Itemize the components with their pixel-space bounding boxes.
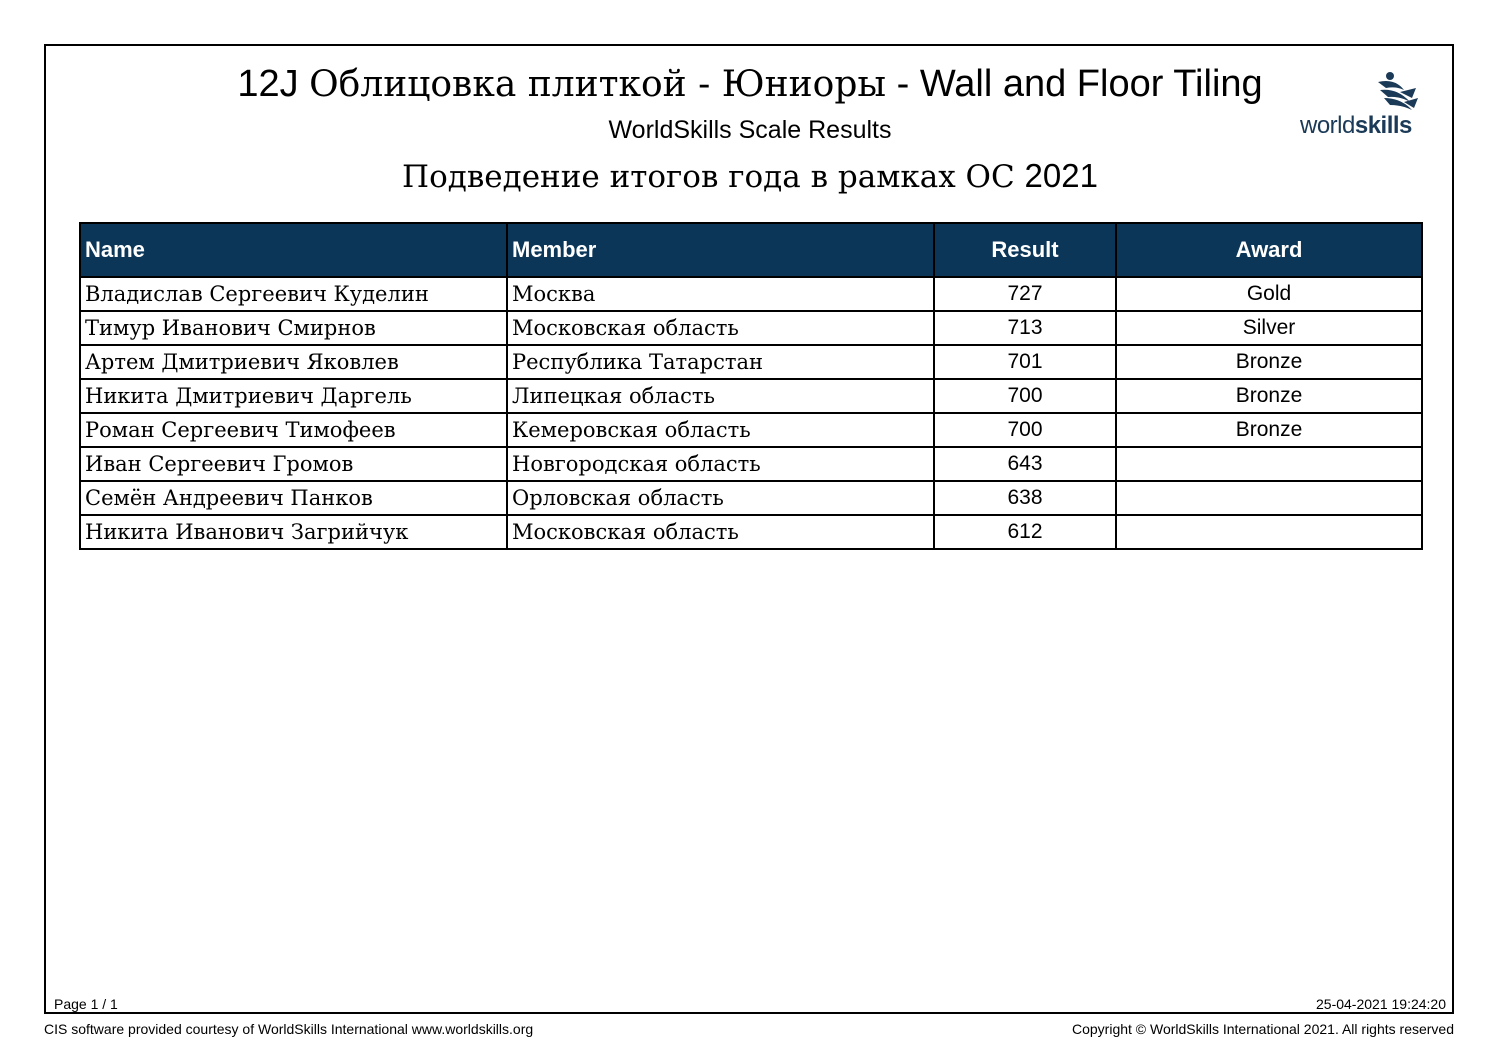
cell-award xyxy=(1116,481,1422,515)
cell-award: Bronze xyxy=(1116,379,1422,413)
title-ru: Облицовка плиткой - Юниоры xyxy=(309,64,887,105)
cell-result: 713 xyxy=(934,311,1116,345)
cell-award: Bronze xyxy=(1116,413,1422,447)
worldskills-logo-icon xyxy=(1300,68,1430,114)
table-row xyxy=(80,277,1422,311)
report-heading xyxy=(0,155,1500,198)
cell-award: Silver xyxy=(1116,311,1422,345)
cell-name: Роман Сергеевич Тимофеев xyxy=(80,413,507,447)
worldskills-logo xyxy=(1300,68,1430,140)
cell-member: Республика Татарстан xyxy=(507,345,934,379)
table-header-row xyxy=(80,223,1422,277)
title-en: - Wall and Floor Tiling xyxy=(886,63,1263,105)
table-row xyxy=(80,481,1422,515)
table-row xyxy=(80,515,1422,549)
cell-member: Новгородская область xyxy=(507,447,934,481)
title-code: 12J xyxy=(237,63,299,105)
heading-text: Подведение итогов года в рамках ОС xyxy=(402,159,1015,195)
cell-result: 612 xyxy=(934,515,1116,549)
cell-award: Gold xyxy=(1116,277,1422,311)
cell-name: Артем Дмитриевич Яковлев xyxy=(80,345,507,379)
report-timestamp: 25-04-2021 19:24:20 xyxy=(1316,996,1446,1012)
column-header-name: Name xyxy=(80,223,507,277)
cell-name: Никита Иванович Загрийчук xyxy=(80,515,507,549)
cell-name: Никита Дмитриевич Даргель xyxy=(80,379,507,413)
column-header-award: Award xyxy=(1116,223,1422,277)
heading-year: 2021 xyxy=(1024,157,1098,194)
logo-wordmark: worldskills xyxy=(1300,112,1412,139)
cell-award xyxy=(1116,515,1422,549)
cell-result: 701 xyxy=(934,345,1116,379)
cell-award: Bronze xyxy=(1116,345,1422,379)
column-header-member: Member xyxy=(507,223,934,277)
cell-member: Москва xyxy=(507,277,934,311)
cell-member: Московская область xyxy=(507,311,934,345)
table-row xyxy=(80,311,1422,345)
report-title xyxy=(0,60,1500,109)
table-row xyxy=(80,413,1422,447)
cell-name: Владислав Сергеевич Куделин xyxy=(80,277,507,311)
cell-name: Семён Андреевич Панков xyxy=(80,481,507,515)
cell-member: Орловская область xyxy=(507,481,934,515)
results-table xyxy=(79,222,1423,550)
cell-member: Кемеровская область xyxy=(507,413,934,447)
footer-copyright: Copyright © WorldSkills International 2021. All rights reserved xyxy=(1071,1021,1454,1037)
cell-award xyxy=(1116,447,1422,481)
report-subtitle: WorldSkills Scale Results xyxy=(608,116,892,144)
table-row xyxy=(80,345,1422,379)
cell-result: 727 xyxy=(934,277,1116,311)
page-number: Page 1 / 1 xyxy=(54,996,118,1012)
cell-name: Иван Сергеевич Громов xyxy=(80,447,507,481)
table-row xyxy=(80,379,1422,413)
cell-result: 700 xyxy=(934,379,1116,413)
table-row xyxy=(80,447,1422,481)
footer-credit: CIS software provided courtesy of WorldSkills International www.worldskills.org xyxy=(44,1021,534,1037)
cell-result: 643 xyxy=(934,447,1116,481)
cell-member: Липецкая область xyxy=(507,379,934,413)
cell-result: 700 xyxy=(934,413,1116,447)
column-header-result: Result xyxy=(934,223,1116,277)
cell-member: Московская область xyxy=(507,515,934,549)
cell-name: Тимур Иванович Смирнов xyxy=(80,311,507,345)
cell-result: 638 xyxy=(934,481,1116,515)
